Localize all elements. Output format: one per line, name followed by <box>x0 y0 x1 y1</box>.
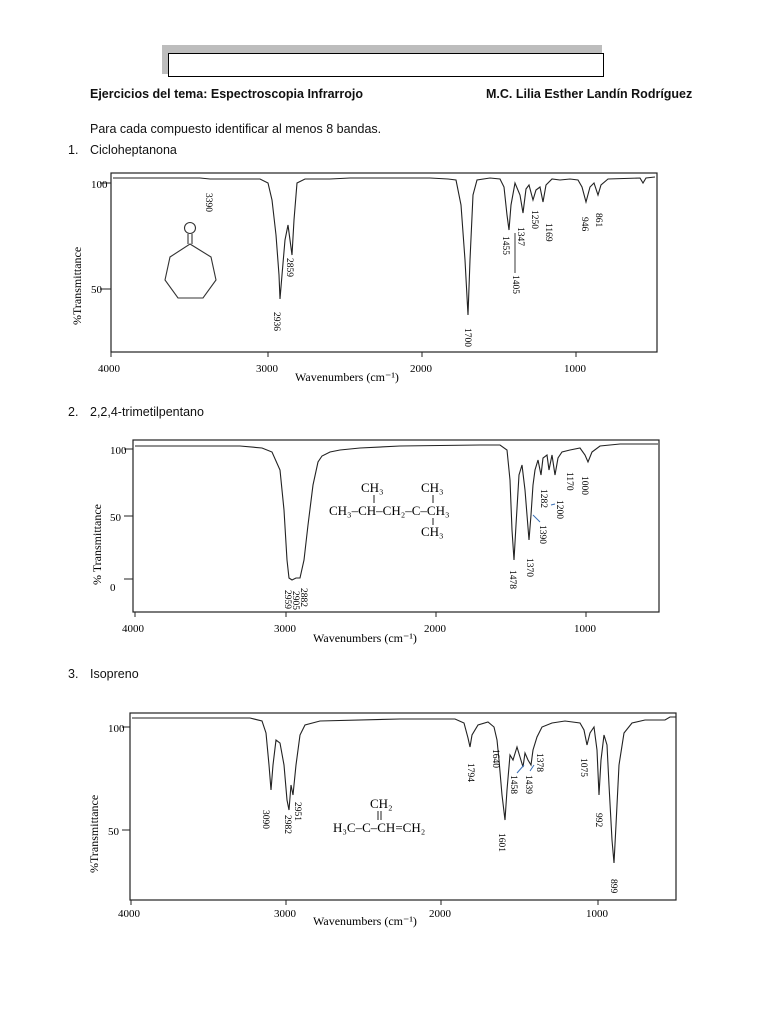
ytick-0: 0 <box>110 582 116 594</box>
peak-1458: 1458 <box>508 775 518 794</box>
title-box <box>168 53 604 77</box>
x-axis-label: Wavenumbers (cm⁻¹) <box>295 370 399 384</box>
xtick-4000: 4000 <box>118 908 140 920</box>
peak-1347: 1347 <box>515 227 525 246</box>
formula-top-ch3-1: CH₃ <box>361 480 384 495</box>
ytick-100: 100 <box>91 179 108 191</box>
plot-frame <box>133 440 659 612</box>
xtick-2000: 2000 <box>424 623 446 635</box>
plot-frame <box>111 173 657 352</box>
peak-1370: 1370 <box>524 558 534 577</box>
peak-1794: 1794 <box>465 763 475 782</box>
peak-1601: 1601 <box>496 833 506 852</box>
cycloheptanone-structure <box>165 223 216 299</box>
formula-bottom-ch3: CH₃ <box>421 524 444 539</box>
spectrum-trace <box>113 177 655 315</box>
xtick-1000: 1000 <box>564 363 586 375</box>
formula-main-chain: H₃C–C–CH=CH₂ <box>333 820 426 835</box>
spectrum-1 <box>0 165 768 390</box>
peak-1000: 1000 <box>579 476 589 495</box>
peak-1378: 1378 <box>534 753 544 772</box>
xtick-4000: 4000 <box>122 623 144 635</box>
xtick-3000: 3000 <box>274 908 296 920</box>
peak-3090: 3090 <box>260 810 270 829</box>
plot-frame <box>130 713 676 900</box>
compound-1-name: Cicloheptanona <box>90 143 177 157</box>
peak-992: 992 <box>593 813 603 828</box>
header-topic: Ejercicios del tema: Espectroscopia Infrarrojo <box>90 87 364 101</box>
peak-1200: 1200 <box>554 500 564 519</box>
peak-861: 861 <box>593 213 603 228</box>
peak-1169: 1169 <box>543 223 553 242</box>
xtick-4000: 4000 <box>98 363 120 375</box>
compound-3-number: 3. <box>68 667 79 681</box>
peak-2982: 2982 <box>282 815 292 834</box>
formula-top-ch3-2: CH₃ <box>421 480 444 495</box>
xtick-2000: 2000 <box>429 908 451 920</box>
formula-top-ch2: CH₂ <box>370 796 393 811</box>
peak-1390: 1390 <box>537 525 547 544</box>
xtick-1000: 1000 <box>586 908 608 920</box>
header-author: M.C. Lilia Esther Landín Rodríguez <box>486 87 693 101</box>
x-axis-label: Wavenumbers (cm⁻¹) <box>313 914 417 928</box>
ytick-50: 50 <box>110 512 121 524</box>
ytick-100: 100 <box>108 723 125 735</box>
instructions: Para cada compuesto identificar al menos 8 bandas. <box>90 122 382 136</box>
ytick-50: 50 <box>108 826 119 838</box>
peak-2936: 2936 <box>271 312 281 331</box>
peak-1170: 1170 <box>564 472 574 491</box>
y-axis-label: % Transmittance <box>90 504 104 585</box>
peak-2882: 2882 <box>298 588 308 607</box>
x-axis-label: Wavenumbers (cm⁻¹) <box>313 631 417 645</box>
xtick-1000: 1000 <box>574 623 596 635</box>
peak-2859: 2859 <box>284 258 294 277</box>
peak-1405: 1405 <box>510 275 520 294</box>
isoprene-structure <box>333 796 425 835</box>
ytick-100: 100 <box>110 445 127 457</box>
ytick-50: 50 <box>91 284 102 296</box>
peak-1075: 1075 <box>578 758 588 777</box>
peak-2951: 2951 <box>292 802 302 821</box>
spectrum-3 <box>0 705 768 940</box>
compound-2-name: 2,2,4-trimetilpentano <box>90 405 204 419</box>
xtick-2000: 2000 <box>410 363 432 375</box>
peak-1455: 1455 <box>500 236 510 255</box>
peak-1250: 1250 <box>529 210 539 229</box>
peak-946: 946 <box>579 217 589 232</box>
compound-1-number: 1. <box>68 143 79 157</box>
peak-2905: 2905 <box>290 591 300 610</box>
peak-1640: 1640 <box>490 749 500 768</box>
peak-1700: 1700 <box>462 328 472 347</box>
spectrum-2 <box>0 430 768 655</box>
trimethylpentane-structure <box>329 480 450 539</box>
peak-3390: 3390 <box>203 193 213 212</box>
formula-main-chain: CH₃–CH–CH₂–C–CH₃ <box>329 503 450 518</box>
compound-2-number: 2. <box>68 405 79 419</box>
xtick-3000: 3000 <box>274 623 296 635</box>
y-axis-label: %Transmittance <box>70 246 84 325</box>
peak-1439: 1439 <box>523 775 533 794</box>
y-axis-label: %Transmittance <box>87 794 101 873</box>
spectrum-trace <box>132 717 676 863</box>
compound-3-name: Isopreno <box>90 667 139 681</box>
peak-1478: 1478 <box>507 570 517 589</box>
peak-1282: 1282 <box>538 489 548 508</box>
peak-2959: 2959 <box>282 590 292 609</box>
xtick-3000: 3000 <box>256 363 278 375</box>
peak-899: 899 <box>608 879 618 894</box>
